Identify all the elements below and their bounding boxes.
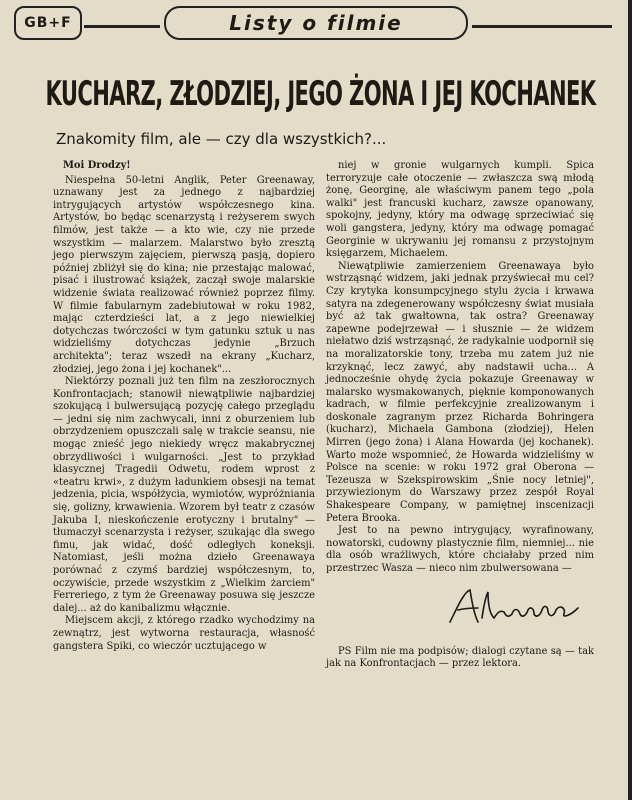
masthead [14,6,614,40]
column-right [326,160,594,671]
headline [40,68,600,120]
postscript: PS Film nie ma podpisów; dialogi czytane są — tak jak na Konfrontacjach — przez lektora. [326,645,594,670]
section-title-frame [164,6,468,40]
subtitle: Znakomity film, ale — czy dla wszystkich?... [56,130,387,148]
handwritten-signature [444,586,582,628]
paragraph: Niespełna 50-letni Anglik, Peter Greenaway, uznawany jest za jednego z najbardziej intrygujących artystów współczesnego kina. Artystów, bo będąc scenarzystą i reżyserem swych filmów, jest także — a kto wie, czy nie przede wszystkim — malarzem. Malarstwo było zresztą jego pierwszym zajęciem, pierwszą pasją, dopiero później zbliżył się do kina; nie przestając malować, pisać i ilustrować książek, zaczął swoje malarskie widzenie świata realizować również poprzez filmy. W filmie fabularnym zadebiutował w roku 1982, mając czterdzieści lat, a z jego niewielkiej dotychczas twórczości w tym gatunku sztuk u nas widzieliśmy dotychczas jedynie „Brzuch architekta"; teraz wszedł na ekrany „Kucharz, złodziej, jego żona i jej kochanek"... [53,174,315,375]
masthead-rule-left [84,25,160,28]
publication-logo: GB+F [14,6,82,40]
paragraph: Niewątpliwie zamierzeniem Greenawaya było wstrząsnąć widzem, jaki jednak przyświecał mu cel? Czy krytyka konsumpcyjnego stylu życia i krwawa satyra na zdegenerowany współczesny świat musiała być aż tak gwałtowna, tak ostra? Greenaway zapewne podejrzewał — i słusznie — że widzem niełatwo dziś wstrząsnąć, że radykalnie uodpornił się na moralizatorskie tony, trzeba mu zatem już nie krzyknąć, lecz zawyć, aby nadstawił ucha... A jednocześnie ohydę życia pokazuje Greenaway w malarsko wysmakowanych, pięknie komponowanych kadrach, w filmie perfekcyjnie zrealizowanym i doskonale zagranym przez Richarda Bohringera (kucharz), Michaela Gambona (złodziej), Helen Mirren (jego żona) i Alana Howarda (jej kochanek). Warto może wspomnieć, że Howarda widzieliśmy w Polsce na scenie: w roku 1972 grał Oberona — Tezeusza w Szekspirowskim „Śnie nocy letniej", przywiezionym do Warszawy przez zespół Royal Shakespeare Company, w pamiętnej inscenizacji Petera Brooka. [326,260,594,524]
closing-paragraph: Jest to na pewno intrygujący, wyrafinowany, nowatorski, cudowny plastycznie film, niemniej... nie dla osób wrażliwych, które chciałaby przed nim przestrzec Wasza — nieco nim zbulwersowana — [326,525,594,574]
page-edge [628,0,632,800]
masthead-rule-right [472,25,612,28]
column-left [53,160,315,653]
greeting: Moi Drodzy! [63,160,131,171]
paragraph: niej w gronie wulgarnych kumpli. Spica terroryzuje całe otoczenie — zwłaszcza swą młodą żonę, Georginę, ale właściwym panem tego „pola walki" jest francuski kucharz, zawsze opanowany, spokojny, jedyny, który ma odwagę sprzeciwiać się woli gangstera, jedyny, który ma odwagę pomagać Georginie w ukrywaniu jej romansu z przystojnym księgarzem, Michaelem. [326,160,594,260]
section-title: Listy o filmie [229,11,403,35]
paragraph: Niektórzy poznali już ten film na zeszłorocznych Konfrontacjach; stanowił niewątpliwie najbardziej szokującą i bulwersującą pozycję całego przeglądu — jedni się nim zachwycali, inni z oburzeniem lub obrzydzeniem opuszczali salę w trakcie seansu, nie mogąc znieść jego niekiedy wręcz makabrycznej obrzydliwości i wulgarności. „Jest to przykład klasycznej Tragedii Odwetu, rodem wprost z «teatru krwi», z dużym ładunkiem obsesji na temat jedzenia, picia, współżycia, wymiotów, wypróżniania się, golizny, krwawienia. Wzorem był teatr z czasów Jakuba I, nieskończenie erotyczny i brutalny" — tłumaczył scenarzysta i reżyser, szukając dla swego fimu, jak widać, dość odległych koneksji. Natomiast, jeśli można dzieło Greenawaya porównać z czymś bardziej współczesnym, to, oczywiście, przede wszystkim z „Wielkim żarciem" Ferreriego, z tym że Greenaway posuwa się jeszcze dalej... aż do kanibalizmu włącznie. [53,376,315,614]
headline-text: KUCHARZ, ZŁODZIEJ, JEGO ŻONA I JEJ KOCHANEK [45,74,595,114]
paragraph: Miejscem akcji, z którego rzadko wychodzimy na zewnątrz, jest wytworna restauracja, własność gangstera Spiki, co wieczór ucztującego w [53,615,315,652]
